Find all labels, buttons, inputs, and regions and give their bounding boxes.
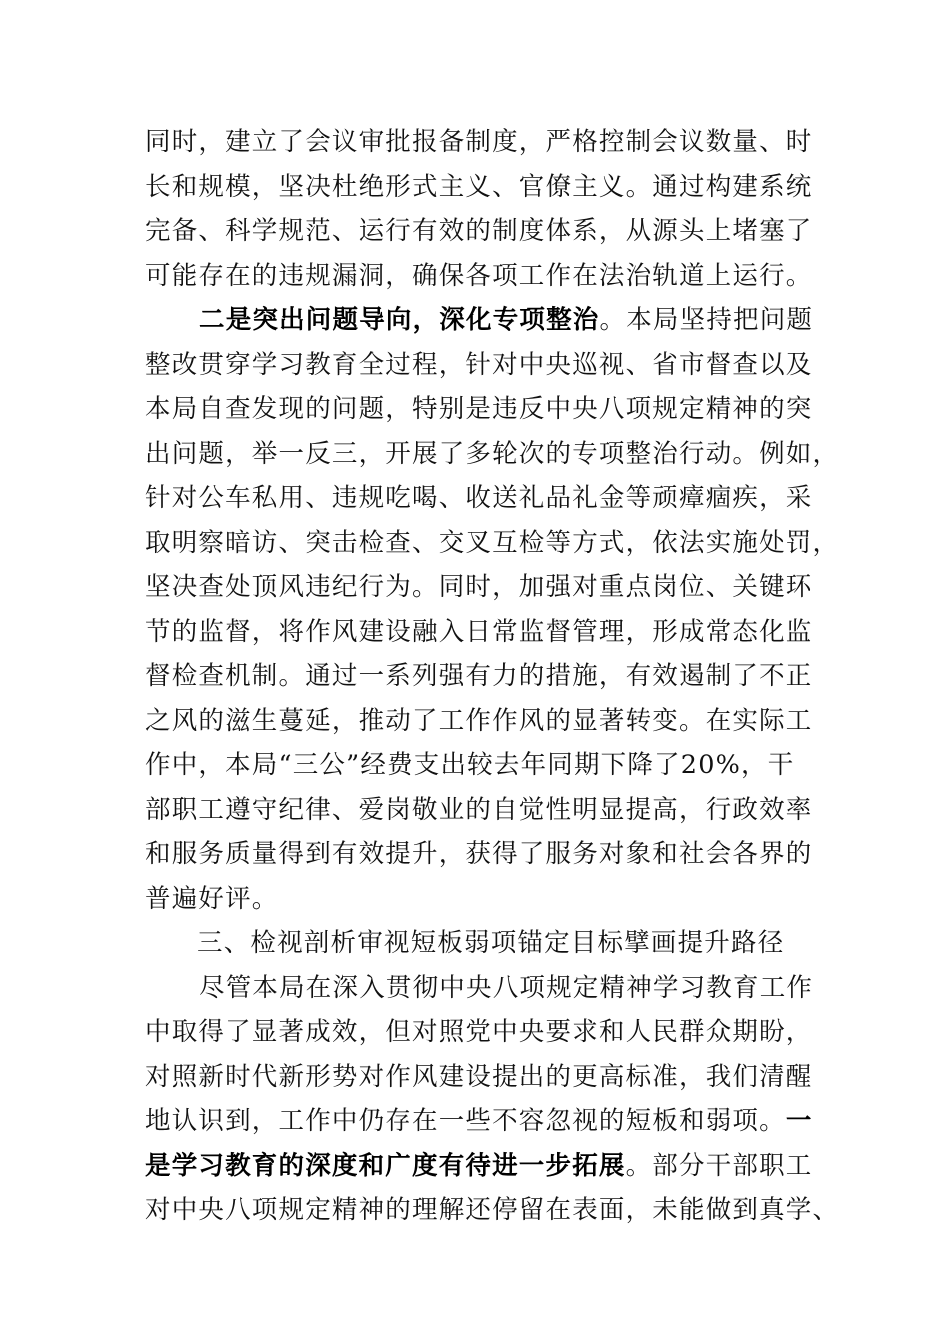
paragraph-line: 作中，本局“三公”经费支出较去年同期下降了20%，干 <box>145 750 795 780</box>
paragraph-text: 。部分干部职工 <box>625 1150 813 1181</box>
paragraph-line: 普遍好评。 <box>145 883 279 914</box>
paragraph-line: 尽管本局在深入贯彻中央八项规定精神学习教育工作 <box>199 972 814 1003</box>
bold-lead-heading: 二是突出问题导向，深化专项整治 <box>199 305 600 335</box>
bold-lead-heading: 一 <box>785 1106 813 1136</box>
bold-lead-heading: 是学习教育的深度和广度有待进一步拓展 <box>145 1150 626 1181</box>
paragraph-line: 坚决查处顶风违纪行为。同时，加强对重点岗位、关键环 <box>145 572 813 602</box>
paragraph-line: 部职工遵守纪律、爱岗敬业的自觉性明显提高，行政效率 <box>145 794 813 825</box>
paragraph-line: 中取得了显著成效，但对照党中央要求和人民群众期盼， <box>145 1017 813 1047</box>
paragraph-line: 同时，建立了会议审批报备制度，严格控制会议数量、时 <box>145 127 813 157</box>
paragraph-line: 出问题，举一反三，开展了多轮次的专项整治行动。例如， <box>145 438 840 469</box>
document-page <box>145 120 840 1233</box>
paragraph-line <box>145 298 814 343</box>
paragraph-text: 。本局坚持把问题 <box>599 305 814 335</box>
paragraph-line: 针对公车私用、违规吃喝、收送礼品礼金等顽瘴痼疾，采 <box>145 483 813 513</box>
paragraph-line: 节的监督，将作风建设融入日常监督管理，形成常态化监 <box>145 616 813 647</box>
paragraph-line: 和服务质量得到有效提升，获得了服务对象和社会各界的 <box>145 839 813 869</box>
paragraph-line: 对中央八项规定精神的理解还停留在表面，未能做到真学、 <box>145 1195 840 1225</box>
paragraph-line <box>145 1099 813 1144</box>
section-heading: 三、检视剖析审视短板弱项锚定目标擘画提升路径 <box>197 928 785 958</box>
paragraph-line: 之风的滋生蔓延，推动了工作作风的显著转变。在实际工 <box>145 705 813 736</box>
paragraph-line: 对照新时代新形势对作风建设提出的更高标准，我们清醒 <box>145 1061 813 1092</box>
paragraph-line: 完备、科学规范、运行有效的制度体系，从源头上堵塞了 <box>145 216 813 246</box>
paragraph-line: 可能存在的违规漏洞，确保各项工作在法治轨道上运行。 <box>145 260 813 291</box>
paragraph-text: 地认识到，工作中仍存在一些不容忽视的短板和弱项。 <box>145 1106 786 1136</box>
paragraph-line: 取明察暗访、突击检查、交叉互检等方式，依法实施处罚， <box>145 527 840 558</box>
paragraph-line: 本局自查发现的问题，特别是违反中央八项规定精神的突 <box>145 394 813 424</box>
paragraph-line: 长和规模，坚决杜绝形式主义、官僚主义。通过构建系统 <box>145 171 813 202</box>
paragraph-line: 整改贯穿学习教育全过程，针对中央巡视、省市督查以及 <box>145 349 813 380</box>
paragraph-line <box>145 1144 813 1189</box>
paragraph-line: 督检查机制。通过一系列强有力的措施，有效遏制了不正 <box>145 661 813 691</box>
